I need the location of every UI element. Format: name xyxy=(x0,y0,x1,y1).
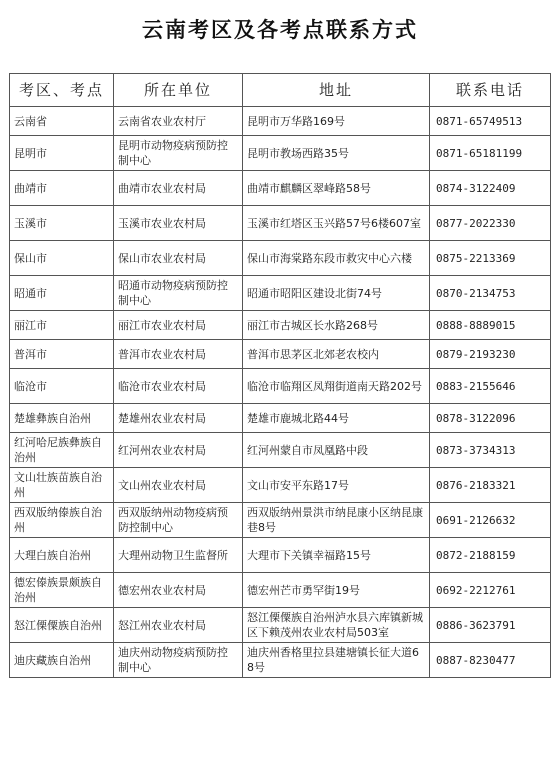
table-row xyxy=(10,573,551,608)
table-row xyxy=(10,171,551,206)
cell-phone: 0888-8889015 xyxy=(430,311,551,340)
cell-region: 保山市 xyxy=(10,241,114,276)
cell-phone: 0870-2134753 xyxy=(430,276,551,311)
cell-phone: 0691-2126632 xyxy=(430,503,551,538)
cell-unit: 文山州农业农村局 xyxy=(114,468,243,503)
column-header-address: 地址 xyxy=(243,74,430,107)
table-row xyxy=(10,276,551,311)
cell-phone: 0871-65749513 xyxy=(430,107,551,136)
cell-address: 普洱市思茅区北郊老农校内 xyxy=(243,340,430,369)
table-row xyxy=(10,311,551,340)
cell-address: 迪庆州香格里拉县建塘镇长征大道68号 xyxy=(243,643,430,678)
table-body xyxy=(10,107,551,678)
table-row xyxy=(10,241,551,276)
table-row xyxy=(10,608,551,643)
cell-unit: 玉溪市农业农村局 xyxy=(114,206,243,241)
cell-region: 云南省 xyxy=(10,107,114,136)
table-row xyxy=(10,107,551,136)
cell-unit: 昆明市动物疫病预防控制中心 xyxy=(114,136,243,171)
cell-address: 怒江傈僳族自治州泸水县六库镇新城区下赖茂州农业农村局503室 xyxy=(243,608,430,643)
cell-unit: 丽江市农业农村局 xyxy=(114,311,243,340)
cell-region: 丽江市 xyxy=(10,311,114,340)
cell-unit: 曲靖市农业农村局 xyxy=(114,171,243,206)
cell-unit: 云南省农业农村厅 xyxy=(114,107,243,136)
cell-address: 西双版纳州景洪市纳昆康小区纳昆康巷8号 xyxy=(243,503,430,538)
cell-unit: 迪庆州动物疫病预防控制中心 xyxy=(114,643,243,678)
cell-phone: 0692-2212761 xyxy=(430,573,551,608)
cell-region: 文山壮族苗族自治州 xyxy=(10,468,114,503)
table-header-row xyxy=(10,74,551,107)
cell-region: 昆明市 xyxy=(10,136,114,171)
cell-address: 昆明市教场西路35号 xyxy=(243,136,430,171)
cell-address: 楚雄市鹿城北路44号 xyxy=(243,404,430,433)
column-header-unit: 所在单位 xyxy=(114,74,243,107)
cell-address: 保山市海棠路东段市救灾中心六楼 xyxy=(243,241,430,276)
table-row xyxy=(10,136,551,171)
cell-region: 红河哈尼族彝族自治州 xyxy=(10,433,114,468)
cell-unit: 昭通市动物疫病预防控制中心 xyxy=(114,276,243,311)
cell-phone: 0877-2022330 xyxy=(430,206,551,241)
column-header-phone: 联系电话 xyxy=(430,74,551,107)
cell-address: 文山市安平东路17号 xyxy=(243,468,430,503)
table-row xyxy=(10,433,551,468)
table-row xyxy=(10,503,551,538)
contact-table xyxy=(9,73,551,678)
cell-region: 玉溪市 xyxy=(10,206,114,241)
cell-unit: 红河州农业农村局 xyxy=(114,433,243,468)
cell-address: 昆明市万华路169号 xyxy=(243,107,430,136)
cell-phone: 0873-3734313 xyxy=(430,433,551,468)
cell-unit: 普洱市农业农村局 xyxy=(114,340,243,369)
cell-phone: 0874-3122409 xyxy=(430,171,551,206)
cell-region: 西双版纳傣族自治州 xyxy=(10,503,114,538)
table-row xyxy=(10,369,551,404)
cell-phone: 0886-3623791 xyxy=(430,608,551,643)
cell-address: 临沧市临翔区凤翔街道南天路202号 xyxy=(243,369,430,404)
cell-region: 曲靖市 xyxy=(10,171,114,206)
cell-phone: 0887-8230477 xyxy=(430,643,551,678)
table-row xyxy=(10,468,551,503)
cell-phone: 0878-3122096 xyxy=(430,404,551,433)
cell-unit: 临沧市农业农村局 xyxy=(114,369,243,404)
cell-region: 大理白族自治州 xyxy=(10,538,114,573)
cell-phone: 0875-2213369 xyxy=(430,241,551,276)
cell-unit: 保山市农业农村局 xyxy=(114,241,243,276)
cell-unit: 楚雄州农业农村局 xyxy=(114,404,243,433)
cell-address: 昭通市昭阳区建设北街74号 xyxy=(243,276,430,311)
cell-address: 玉溪市红塔区玉兴路57号6楼607室 xyxy=(243,206,430,241)
table-row xyxy=(10,643,551,678)
cell-phone: 0876-2183321 xyxy=(430,468,551,503)
cell-region: 普洱市 xyxy=(10,340,114,369)
cell-region: 德宏傣族景颇族自治州 xyxy=(10,573,114,608)
table-row xyxy=(10,206,551,241)
cell-address: 丽江市古城区长水路268号 xyxy=(243,311,430,340)
cell-phone: 0883-2155646 xyxy=(430,369,551,404)
cell-unit: 怒江州农业农村局 xyxy=(114,608,243,643)
cell-region: 昭通市 xyxy=(10,276,114,311)
cell-address: 德宏州芒市勇罕街19号 xyxy=(243,573,430,608)
cell-unit: 大理州动物卫生监督所 xyxy=(114,538,243,573)
table-row xyxy=(10,340,551,369)
cell-unit: 西双版纳州动物疫病预防控制中心 xyxy=(114,503,243,538)
cell-region: 临沧市 xyxy=(10,369,114,404)
cell-phone: 0879-2193230 xyxy=(430,340,551,369)
cell-address: 大理市下关镇幸福路15号 xyxy=(243,538,430,573)
cell-region: 怒江傈僳族自治州 xyxy=(10,608,114,643)
cell-region: 迪庆藏族自治州 xyxy=(10,643,114,678)
cell-phone: 0871-65181199 xyxy=(430,136,551,171)
cell-address: 曲靖市麒麟区翠峰路58号 xyxy=(243,171,430,206)
cell-region: 楚雄彝族自治州 xyxy=(10,404,114,433)
cell-unit: 德宏州农业农村局 xyxy=(114,573,243,608)
cell-phone: 0872-2188159 xyxy=(430,538,551,573)
table-row xyxy=(10,404,551,433)
page-title: 云南考区及各考点联系方式 xyxy=(142,18,418,42)
column-header-region: 考区、考点 xyxy=(10,74,114,107)
table-row xyxy=(10,538,551,573)
cell-address: 红河州蒙自市凤凰路中段 xyxy=(243,433,430,468)
